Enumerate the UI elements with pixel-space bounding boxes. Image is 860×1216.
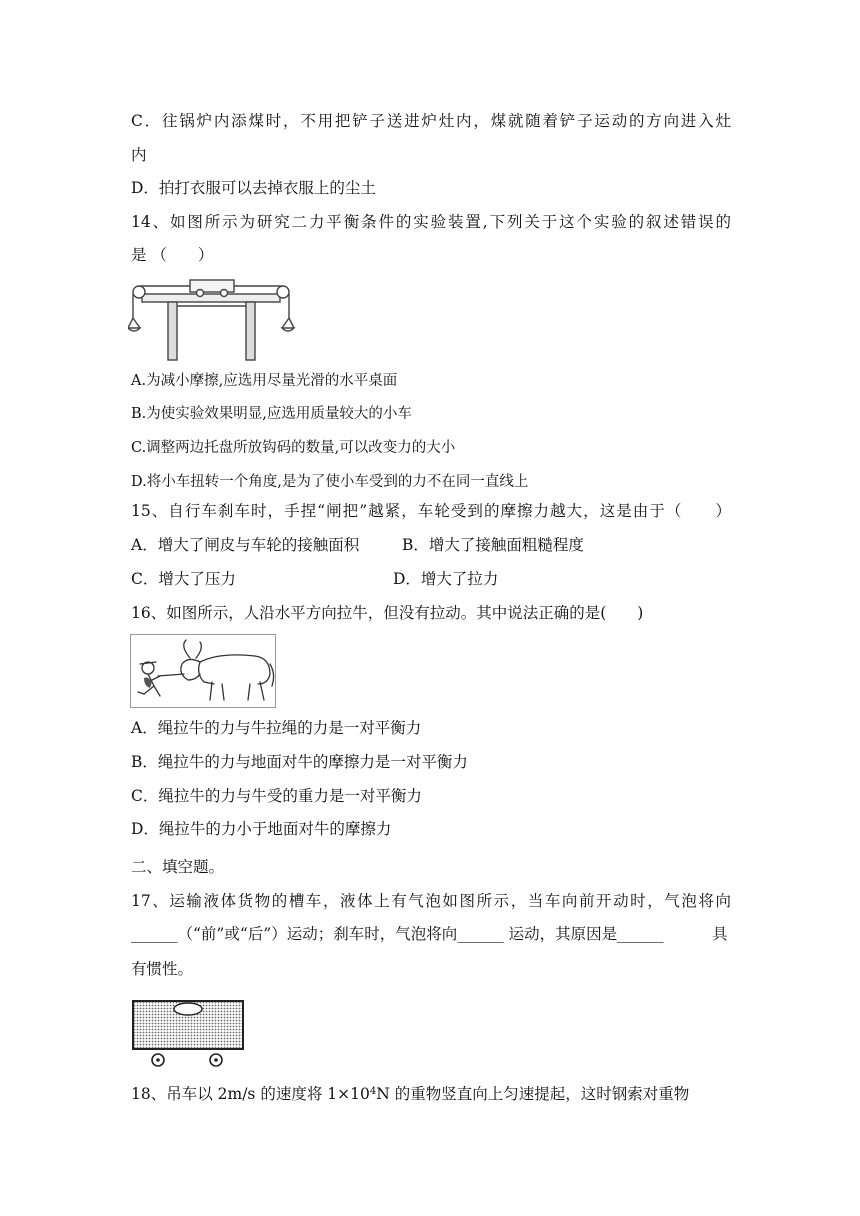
q16-person-pulling-ox-figure bbox=[130, 634, 276, 708]
q14-option-a: A.为减小摩擦,应选用尽量光滑的水平桌面 bbox=[131, 373, 398, 389]
q17-line2-end: 具 bbox=[712, 925, 728, 943]
q18-text-a: 18、吊车以 2m/s 的速度将 1×10 bbox=[131, 1085, 370, 1103]
q16-option-a: A．绳拉牛的力与牛拉绳的力是一对平衡力 bbox=[131, 719, 422, 737]
q16-option-d: D．绳拉牛的力小于地面对牛的摩擦力 bbox=[131, 820, 392, 838]
q17-line3: 有惯性。 bbox=[131, 960, 194, 978]
q13-option-c-line2: 内 bbox=[131, 146, 147, 164]
q18-exponent: 4 bbox=[369, 1086, 377, 1097]
q16-option-c: C．绳拉牛的力与牛受的重力是一对平衡力 bbox=[131, 787, 422, 805]
q14-option-b: B.为使实验效果明显,应选用质量较大的小车 bbox=[131, 406, 412, 422]
q15-stem: 15、自行车刹车时，手捏“闸把”越紧，车轮受到的摩擦力越大，这是由于（ ） bbox=[131, 502, 731, 520]
q16-stem: 16、如图所示，人沿水平方向拉牛，但没有拉动。其中说法正确的是( ) bbox=[131, 604, 644, 622]
section-heading-fill-in: 二、填空题。 bbox=[131, 858, 225, 876]
q14-option-d: D.将小车扭转一个角度,是为了使小车受到的力不在同一直线上 bbox=[131, 474, 529, 490]
q18-text-b: N 的重物竖直向上匀速提起，这时钢索对重物 bbox=[376, 1085, 690, 1103]
q13-option-d: D．拍打衣服可以去掉衣服上的尘土 bbox=[131, 179, 376, 197]
q17-line1: 17、运输液体货物的槽车，液体上有气泡如图所示，当车向前开动时，气泡将向 bbox=[131, 892, 731, 910]
q14-stem-line1: 14、如图所示为研究二力平衡条件的实验装置,下列关于这个实验的叙述错误的 bbox=[131, 213, 731, 231]
q16-option-b: B．绳拉牛的力与地面对牛的摩擦力是一对平衡力 bbox=[131, 753, 468, 771]
q15-option-a: A．增大了闸皮与车轮的接触面积 bbox=[131, 536, 360, 554]
q15-option-b: B．增大了接触面粗糙程度 bbox=[402, 536, 584, 554]
q15-option-c: C．增大了压力 bbox=[131, 570, 236, 588]
q14-option-c: C.调整两边托盘所放钩码的数量,可以改变力的大小 bbox=[131, 440, 456, 456]
q15-option-d: D．增大了拉力 bbox=[393, 570, 499, 588]
q17-tank-car-figure bbox=[130, 998, 246, 1070]
q17-line2: ______（“前”或“后”）运动；刹车时，气泡将向______ 运动，其原因是______ bbox=[131, 925, 664, 943]
q13-option-c-line1: C．往锅炉内添煤时，不用把铲子送进炉灶内，煤就随着铲子运动的方向进入灶 bbox=[131, 112, 731, 130]
q14-experiment-figure bbox=[128, 272, 296, 364]
q18-line1 bbox=[131, 1083, 689, 1105]
q14-stem-line2: 是 （ ） bbox=[131, 246, 214, 264]
